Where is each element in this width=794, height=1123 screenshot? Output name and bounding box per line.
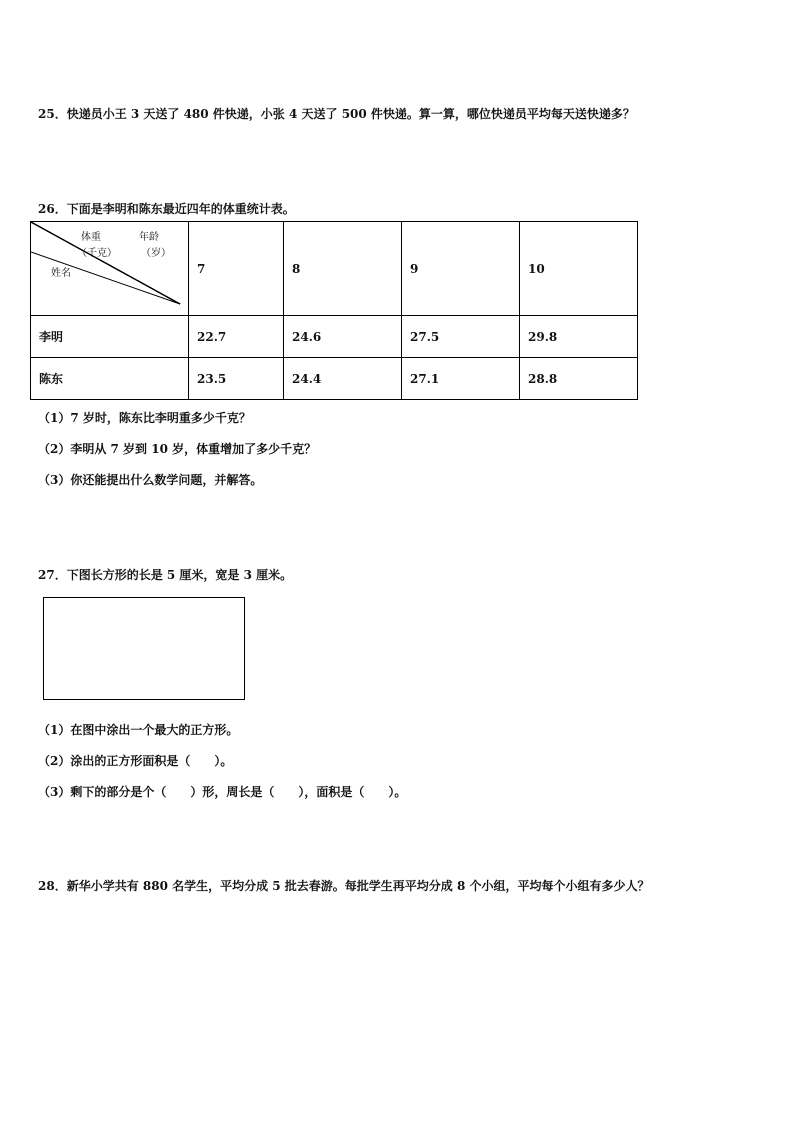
weight-value-cell: 24.6	[284, 316, 402, 358]
header-name-label: 姓名	[51, 268, 71, 279]
age-header-cell: 10	[520, 222, 638, 316]
question-27-sub-2: （2）涂出的正方形面积是（ ）。	[38, 754, 233, 768]
header-weight-unit: （千克）	[77, 248, 117, 259]
question-26-sub-3: （3）你还能提出什么数学问题，并解答。	[38, 473, 263, 487]
question-27: 27．下图长方形的长是 5 厘米，宽是 3 厘米。	[38, 568, 293, 582]
question-26: 26．下面是李明和陈东最近四年的体重统计表。	[38, 202, 295, 216]
weight-value-cell: 22.7	[189, 316, 284, 358]
header-age-unit: （岁）	[141, 248, 171, 259]
weight-value-cell: 27.1	[402, 358, 520, 400]
age-header-cell: 7	[189, 222, 284, 316]
row-name-cell: 陈东	[31, 358, 189, 400]
weight-value-cell: 28.8	[520, 358, 638, 400]
age-header-cell: 9	[402, 222, 520, 316]
table-row	[31, 358, 638, 400]
row-name-cell: 李明	[31, 316, 189, 358]
diagonal-header-cell	[31, 222, 189, 316]
question-27-sub-1: （1）在图中涂出一个最大的正方形。	[38, 723, 239, 737]
question-28: 28．新华小学共有 880 名学生，平均分成 5 批去春游。每批学生再平均分成 8 个小组，平均每个小组有多少人？	[38, 879, 650, 893]
header-weight-label: 体重	[81, 232, 101, 243]
weight-value-cell: 23.5	[189, 358, 284, 400]
question-26-sub-1: （1）7 岁时，陈东比李明重多少千克？	[38, 411, 251, 425]
table-row	[31, 316, 638, 358]
header-age-label: 年龄	[139, 232, 159, 243]
question-27-sub-3: （3）剩下的部分是个（ ）形，周长是（ ），面积是（ ）。	[38, 785, 407, 799]
weight-table	[30, 221, 638, 400]
weight-value-cell: 24.4	[284, 358, 402, 400]
weight-value-cell: 27.5	[402, 316, 520, 358]
table-header-row	[31, 222, 638, 316]
age-header-cell: 8	[284, 222, 402, 316]
rectangle-figure	[43, 597, 245, 700]
weight-value-cell: 29.8	[520, 316, 638, 358]
question-26-sub-2: （2）李明从 7 岁到 10 岁，体重增加了多少千克？	[38, 442, 317, 456]
question-25: 25．快递员小王 3 天送了 480 件快递，小张 4 天送了 500 件快递。算一算，哪位快递员平均每天送快递多？	[38, 107, 635, 121]
